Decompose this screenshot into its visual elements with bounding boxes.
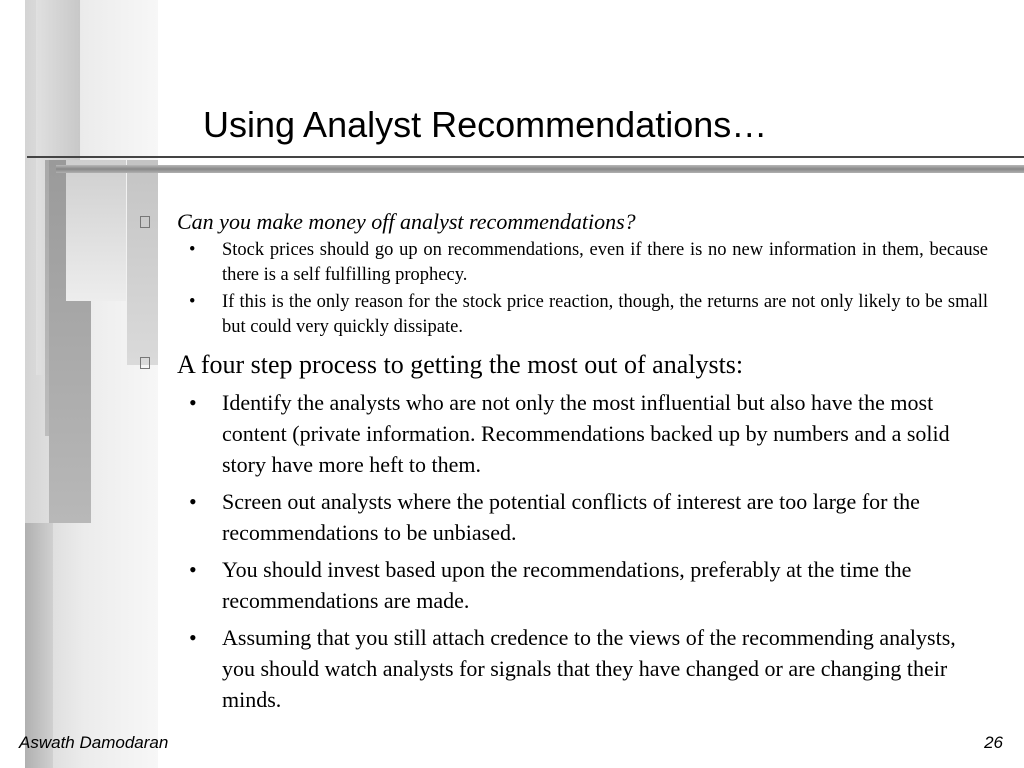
list-item-text: Identify the analysts who are not only the most influential but also have the most content (private information. Recommendations backed up by numbers and a solid story have more heft to them. <box>222 390 950 477</box>
list-item <box>140 554 988 616</box>
section-question <box>140 208 988 236</box>
title-divider-bar <box>56 165 1024 173</box>
list-item <box>140 238 988 287</box>
section-process-bullets <box>140 387 988 715</box>
list-item <box>140 486 988 548</box>
bullet-dot-icon: • <box>189 557 197 582</box>
section-process <box>140 349 988 381</box>
list-item-text: Assuming that you still attach credence to the views of the recommending analysts, you should watch analysts for signals that they have changed or are changing their minds. <box>222 625 956 712</box>
square-bullet-icon <box>140 357 150 369</box>
bullet-dot-icon: • <box>189 390 197 415</box>
bullet-dot-icon: • <box>189 292 196 312</box>
list-item <box>140 387 988 480</box>
bullet-dot-icon: • <box>189 240 196 260</box>
footer-author: Aswath Damodaran <box>19 733 169 752</box>
list-item <box>140 290 988 339</box>
slide-title: Using Analyst Recommendations… <box>203 104 768 145</box>
list-item-text: Screen out analysts where the potential conflicts of interest are too large for the recommendations to be unbiased. <box>222 489 920 545</box>
decorative-bar <box>66 160 126 301</box>
bullet-dot-icon: • <box>189 489 197 514</box>
list-item-text: Stock prices should go up on recommendations, even if there is no new information in them, because there is a self fulfilling prophecy. <box>222 240 988 285</box>
section-heading: Can you make money off analyst recommendations? <box>177 209 636 234</box>
section-heading: A four step process to getting the most out of analysts: <box>177 350 744 379</box>
decorative-bar <box>25 523 53 768</box>
list-item-text: If this is the only reason for the stock price reaction, though, the returns are not only likely to be small but could very quickly dissipate. <box>222 292 988 337</box>
title-divider <box>27 156 1024 158</box>
section-question-bullets <box>140 238 988 339</box>
list-item-text: You should invest based upon the recommendations, preferably at the time the recommendations are made. <box>222 557 912 613</box>
list-item <box>140 622 988 715</box>
square-bullet-icon <box>140 216 150 228</box>
slide-body <box>140 208 988 715</box>
page-number: 26 <box>984 733 1003 752</box>
bullet-dot-icon: • <box>189 625 197 650</box>
